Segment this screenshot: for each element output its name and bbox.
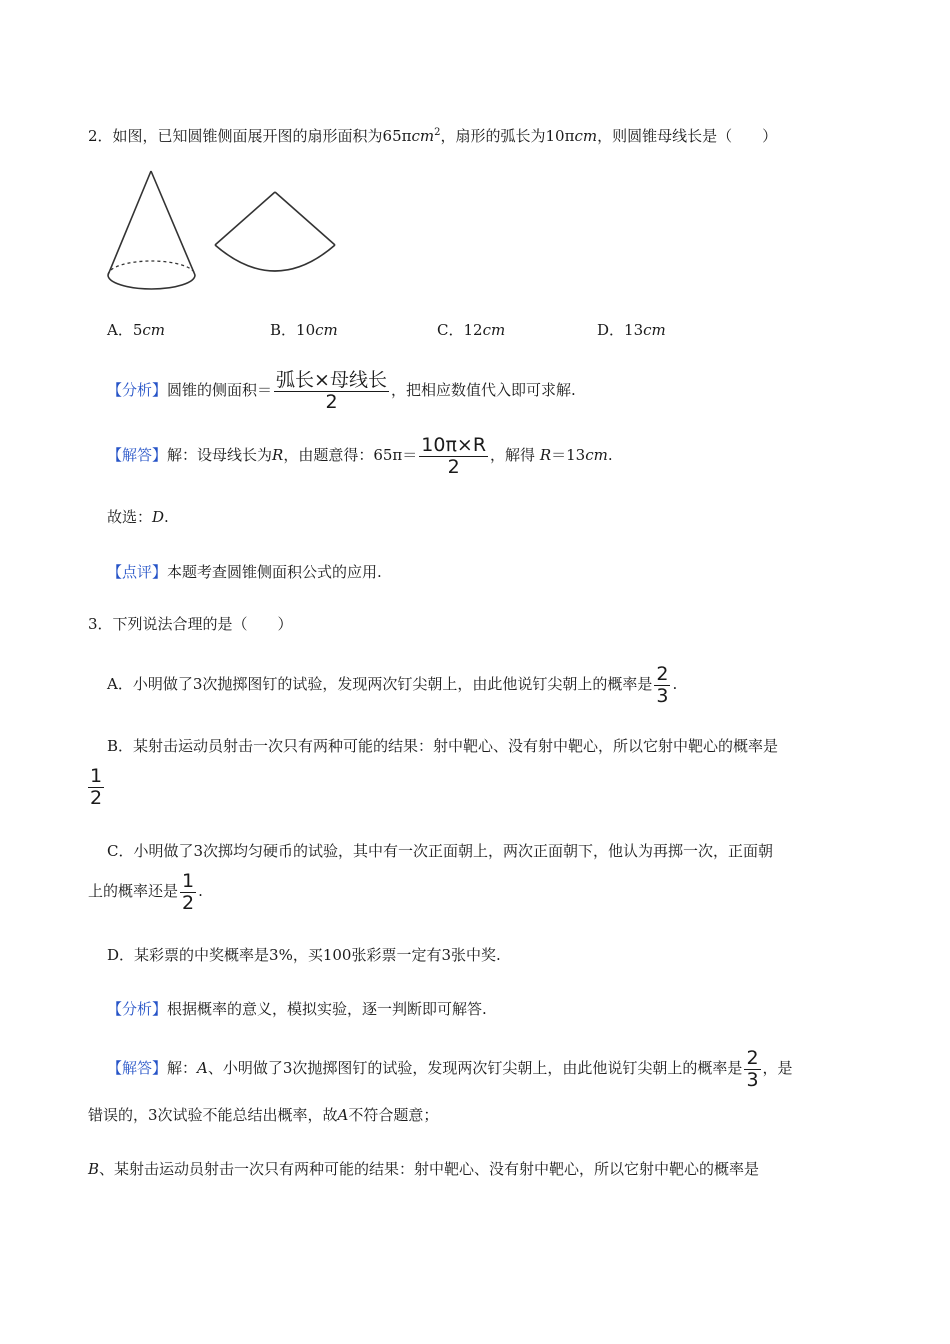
solution-letter: A xyxy=(337,1106,349,1124)
fraction-numerator: 1 xyxy=(182,870,195,892)
solution-text: 、小明做了3次抛掷图钉的试验，发现两次钉尖朝上，由此他说钉尖朝上的概率是 xyxy=(207,1059,743,1077)
q3-stem: 3．下列说法合理的是（ ） xyxy=(88,615,293,633)
solution-text: ，是 xyxy=(762,1059,793,1077)
option-unit: cm xyxy=(643,321,666,339)
comment-text: 本题考查圆锥侧面积公式的应用. xyxy=(167,563,382,581)
solution-text: ，解得 xyxy=(490,446,536,464)
fraction xyxy=(88,766,104,808)
comment-tag: 【点评】 xyxy=(107,563,168,581)
option-letter: B． xyxy=(270,321,297,339)
unit-cm: cm xyxy=(585,446,608,464)
solution-text: 错误的，3次试验不能总结出概率，故 xyxy=(88,1106,338,1124)
q2-stem-mid: ，扇形的弧长为10π xyxy=(440,127,575,145)
analysis-tag: 【分析】 xyxy=(107,1000,168,1018)
fraction xyxy=(180,871,196,913)
option-letter: C． xyxy=(437,321,464,339)
q3-option-c-line2 xyxy=(88,868,203,914)
q3-analysis xyxy=(107,998,487,1020)
analysis-tag: 【分析】 xyxy=(107,381,168,399)
q3-solution-line1 xyxy=(107,1045,793,1091)
q3-option-b-fraction xyxy=(86,766,106,808)
fraction-numerator: 弧长×母线长 xyxy=(276,369,387,391)
variable-r: R xyxy=(539,446,552,464)
choose-letter: D xyxy=(152,508,165,526)
fraction-denominator: 3 xyxy=(656,685,669,707)
choose-text: . xyxy=(164,508,169,526)
variable-r: R xyxy=(272,446,284,464)
option-unit: cm xyxy=(142,321,166,339)
fraction-denominator: 3 xyxy=(746,1069,759,1091)
analysis-text: ，把相应数值代入即可求解. xyxy=(390,381,576,399)
q2-option-d xyxy=(597,319,666,341)
solution-letter: B xyxy=(88,1160,100,1178)
q2-choose xyxy=(107,506,169,528)
q3-option-a xyxy=(107,661,677,707)
q3-option-c-line1: C．小明做了3次掷均匀硬币的试验，其中有一次正面朝上，两次正面朝下，他认为再掷一次，正面朝 xyxy=(107,842,774,860)
option-number: 12 xyxy=(463,321,483,339)
solution-letter: A xyxy=(197,1059,208,1077)
q2-analysis xyxy=(107,365,576,415)
q2-stem-prefix: 2．如图，已知圆锥侧面展开图的扇形面积为65π xyxy=(88,127,412,145)
unit-cm: cm xyxy=(411,127,435,145)
fraction xyxy=(419,435,488,477)
solution-text: . xyxy=(607,446,613,464)
q3-solution-line3 xyxy=(88,1158,759,1180)
fraction-numerator: 10π×R xyxy=(421,434,487,456)
q2-option-c xyxy=(437,319,505,341)
q3-option-d: D．某彩票的中奖概率是3%，买100张彩票一定有3张中奖. xyxy=(107,946,501,964)
fraction xyxy=(744,1048,760,1090)
solution-tag: 【解答】 xyxy=(107,1059,168,1077)
fraction xyxy=(274,370,389,412)
fraction-numerator: 1 xyxy=(90,765,103,787)
option-letter: A． xyxy=(107,321,133,339)
solution-text: 解：设母线长为 xyxy=(167,446,273,464)
sector-figure xyxy=(210,185,340,285)
solution-text: ＝13 xyxy=(551,446,586,464)
fraction-denominator: 2 xyxy=(325,391,338,413)
fraction xyxy=(654,664,670,706)
q2-comment xyxy=(107,561,382,583)
option-text: . xyxy=(198,882,203,900)
fraction-denominator: 2 xyxy=(447,456,460,478)
q3-option-b: B．某射击运动员射击一次只有两种可能的结果：射中靶心、没有射中靶心，所以它射中靶心的概率是 xyxy=(107,737,779,755)
fraction-denominator: 2 xyxy=(182,892,195,914)
option-letter: D． xyxy=(597,321,625,339)
superscript-2: 2 xyxy=(434,127,441,138)
option-unit: cm xyxy=(482,321,506,339)
solution-text: 、某射击运动员射击一次只有两种可能的结果：射中靶心、没有射中靶心，所以它射中靶心的概率是 xyxy=(99,1160,760,1178)
cone-figure xyxy=(100,165,210,297)
solution-text: 解： xyxy=(167,1059,198,1077)
option-text: 上的概率还是 xyxy=(88,882,179,900)
option-text: A．小明做了3次抛掷图钉的试验，发现两次钉尖朝上，由此他说钉尖朝上的概率是 xyxy=(107,675,653,693)
q3-solution-line2 xyxy=(88,1104,438,1126)
analysis-text: 根据概率的意义，模拟实验，逐一判断即可解答. xyxy=(167,1000,487,1018)
option-number: 10 xyxy=(296,321,316,339)
solution-text: 不符合题意； xyxy=(348,1106,439,1124)
option-number: 5 xyxy=(132,321,143,339)
option-unit: cm xyxy=(315,321,338,339)
q2-stem xyxy=(88,122,777,147)
q2-stem-suffix: ，则圆锥母线长是（ ） xyxy=(597,127,778,145)
fraction-denominator: 2 xyxy=(90,787,103,809)
fraction-numerator: 2 xyxy=(746,1047,759,1069)
q2-solution xyxy=(107,430,613,480)
solution-text: ，由题意得：65π＝ xyxy=(283,446,418,464)
q2-option-a xyxy=(107,319,165,341)
q2-option-b xyxy=(270,319,338,341)
option-text: . xyxy=(672,675,678,693)
unit-cm: cm xyxy=(574,127,598,145)
fraction-numerator: 2 xyxy=(656,663,669,685)
choose-text: 故选： xyxy=(107,508,153,526)
analysis-text: 圆锥的侧面积＝ xyxy=(167,381,273,399)
option-number: 13 xyxy=(624,321,644,339)
solution-tag: 【解答】 xyxy=(107,446,168,464)
